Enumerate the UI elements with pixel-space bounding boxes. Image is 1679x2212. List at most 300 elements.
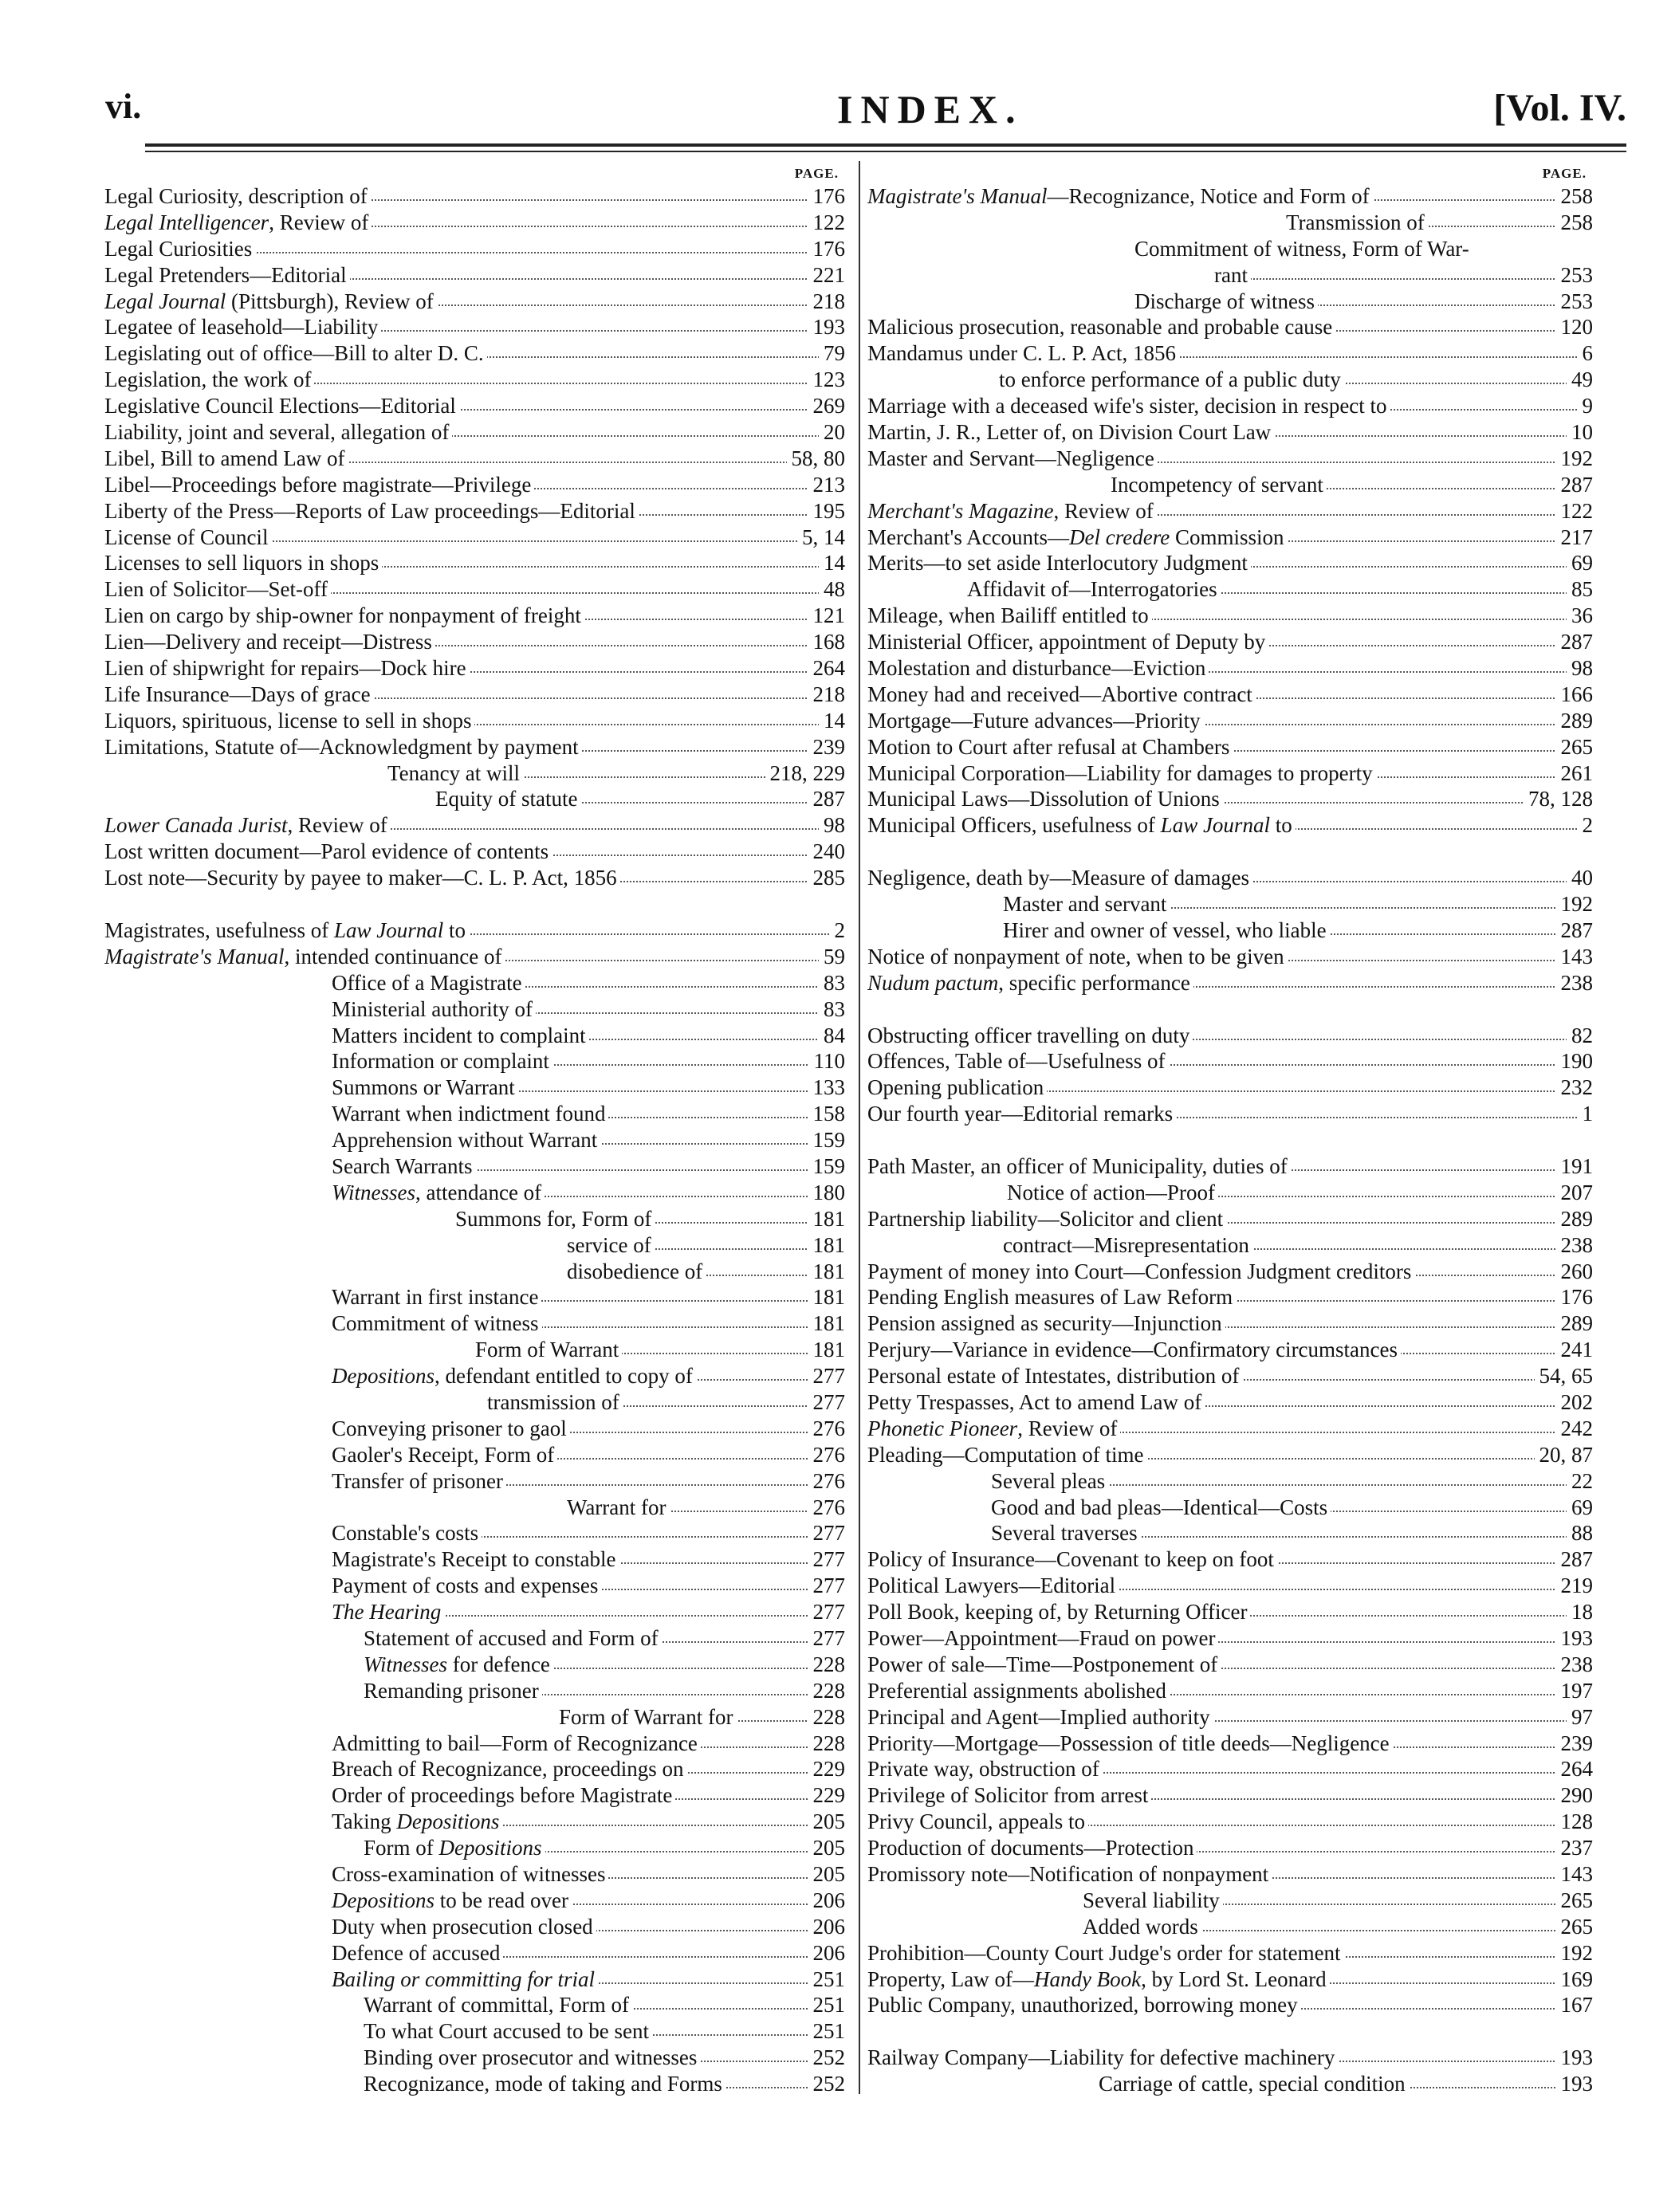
entry-text: Magistrate's Manual, intended continuance of bbox=[104, 945, 505, 968]
index-entry bbox=[867, 1337, 1593, 1363]
entry-text: Power—Appointment—Fraud on power bbox=[867, 1626, 1218, 1650]
entry-text bbox=[867, 839, 871, 863]
entry-text: Matters incident to complaint bbox=[332, 1023, 589, 1047]
index-entry bbox=[104, 865, 845, 891]
page-number: 20, 87 bbox=[1535, 1442, 1594, 1468]
entry-text: Poll Book, keeping of, by Returning Officer bbox=[867, 1600, 1250, 1624]
entry-text: Lien of Solicitor—Set-off bbox=[104, 577, 331, 601]
page-number: 276 bbox=[808, 1442, 846, 1468]
page-number: 122 bbox=[808, 210, 846, 236]
page-number: 290 bbox=[1556, 1782, 1594, 1809]
index-entry bbox=[867, 970, 1593, 996]
entry-text: Binding over prosecutor and witnesses bbox=[364, 2045, 700, 2069]
index-entry bbox=[867, 1756, 1593, 1782]
index-entry bbox=[867, 1652, 1593, 1678]
entry-text: Motion to Court after refusal at Chambers bbox=[867, 735, 1233, 759]
index-entry bbox=[867, 1048, 1593, 1075]
entry-text: Lien on cargo by ship-owner for nonpayment of freight bbox=[104, 603, 584, 627]
page-number: 277 bbox=[808, 1573, 846, 1599]
index-entry bbox=[104, 1966, 845, 1993]
index-entry bbox=[867, 1625, 1593, 1652]
page-number: 202 bbox=[1556, 1389, 1594, 1416]
index-entry bbox=[104, 1048, 845, 1075]
entry-text: Martin, J. R., Letter of, on Division Court Law bbox=[867, 420, 1274, 444]
page-number: 242 bbox=[1556, 1416, 1594, 1442]
page-number: 265 bbox=[1556, 1888, 1594, 1914]
entry-text: Merits—to set aside Interlocutory Judgment bbox=[867, 551, 1251, 575]
entry-text bbox=[867, 997, 871, 1021]
page-number: 193 bbox=[1556, 2045, 1594, 2071]
page-number: 193 bbox=[1556, 1625, 1594, 1652]
index-entry bbox=[867, 1389, 1593, 1416]
page-number: 78, 128 bbox=[1524, 786, 1593, 812]
index-entry bbox=[867, 2071, 1593, 2097]
entry-text: Municipal Officers, usefulness of Law Journal to bbox=[867, 813, 1296, 837]
index-entry bbox=[104, 996, 845, 1023]
entry-text: Warrant in first instance bbox=[332, 1285, 541, 1309]
index-entry bbox=[104, 1756, 845, 1782]
entry-text: Production of documents—Protection bbox=[867, 1836, 1197, 1860]
page-number: 6 bbox=[1578, 340, 1594, 367]
page-number: 219 bbox=[1556, 1573, 1594, 1599]
entry-text: Legatee of leasehold—Liability bbox=[104, 315, 381, 339]
index-entry bbox=[104, 393, 845, 419]
entry-text: Master and servant bbox=[1003, 892, 1170, 916]
index-entry bbox=[104, 1652, 845, 1678]
page-number: 181 bbox=[808, 1232, 846, 1259]
page-number: 277 bbox=[808, 1625, 846, 1652]
index-entry bbox=[104, 498, 845, 525]
entry-text: Offences, Table of—Usefulness of bbox=[867, 1049, 1169, 1073]
page-column-label: PAGE. bbox=[1542, 166, 1587, 181]
index-entry bbox=[104, 1310, 845, 1337]
index-entry bbox=[104, 262, 845, 289]
entry-text: Form of Warrant for bbox=[559, 1705, 737, 1729]
page-number: 88 bbox=[1567, 1520, 1593, 1546]
page-number: 264 bbox=[1556, 1756, 1594, 1782]
page-number: 277 bbox=[808, 1363, 846, 1389]
page-title: INDEX. bbox=[837, 87, 1024, 132]
entry-text: Ministerial Officer, appointment of Deputy by bbox=[867, 630, 1268, 654]
entry-text: Warrant for bbox=[567, 1495, 670, 1519]
index-entry bbox=[867, 210, 1593, 236]
index-entry bbox=[104, 682, 845, 708]
entry-text: Lower Canada Jurist, Review of bbox=[104, 813, 391, 837]
index-entry bbox=[104, 629, 845, 655]
index-entry bbox=[104, 1127, 845, 1153]
entry-text: Private way, obstruction of bbox=[867, 1757, 1103, 1781]
page-number: 251 bbox=[808, 1992, 846, 2018]
index-entry bbox=[104, 1495, 845, 1521]
page-number: 205 bbox=[808, 1835, 846, 1861]
entry-text: to enforce performance of a public duty bbox=[999, 367, 1344, 391]
page-number: 14 bbox=[819, 550, 845, 576]
page-folio: vi. bbox=[105, 87, 142, 126]
page-number: 206 bbox=[808, 1940, 846, 1966]
index-entry bbox=[867, 1599, 1593, 1625]
index-entry bbox=[104, 734, 845, 760]
entry-text bbox=[104, 892, 108, 916]
page-number: 36 bbox=[1567, 603, 1593, 629]
entry-text: Form of Warrant bbox=[475, 1338, 622, 1361]
index-entry bbox=[867, 1442, 1593, 1468]
page-number: 277 bbox=[808, 1389, 846, 1416]
page-number: 264 bbox=[808, 655, 846, 682]
entry-text: Legal Curiosities bbox=[104, 237, 255, 261]
index-entry bbox=[867, 865, 1593, 891]
page-number: 289 bbox=[1556, 1310, 1594, 1337]
index-entry bbox=[104, 1101, 845, 1127]
entry-text: Search Warrants bbox=[332, 1154, 476, 1178]
page-number: 285 bbox=[808, 865, 846, 891]
entry-text: Path Master, an officer of Municipality, duties of bbox=[867, 1154, 1291, 1178]
page-number: 167 bbox=[1556, 1992, 1594, 2018]
entry-text: Promissory note—Notification of nonpayment bbox=[867, 1862, 1272, 1886]
page-number: 287 bbox=[808, 786, 846, 812]
entry-text: Affidavit of—Interrogatories bbox=[967, 577, 1221, 601]
entry-text: Duty when prosecution closed bbox=[332, 1915, 596, 1939]
page-number: 181 bbox=[808, 1206, 846, 1232]
entry-text: Public Company, unauthorized, borrowing money bbox=[867, 1993, 1301, 2017]
page-number: 22 bbox=[1567, 1468, 1593, 1495]
page-number: 84 bbox=[819, 1023, 845, 1049]
page-number: 190 bbox=[1556, 1048, 1594, 1075]
page-number: 122 bbox=[1556, 498, 1594, 525]
page-number: 287 bbox=[1556, 472, 1594, 498]
entry-text: Life Insurance—Days of grace bbox=[104, 682, 374, 706]
index-entry bbox=[867, 786, 1593, 812]
index-entry bbox=[104, 210, 845, 236]
entry-text: Magistrates, usefulness of Law Journal to bbox=[104, 918, 469, 942]
entry-text: Legislative Council Elections—Editorial bbox=[104, 394, 459, 418]
running-header bbox=[96, 78, 1626, 142]
entry-text: Payment of money into Court—Confession Judgment creditors bbox=[867, 1259, 1414, 1283]
index-entry bbox=[104, 1782, 845, 1809]
entry-text: Added words bbox=[1083, 1915, 1201, 1939]
index-entry bbox=[867, 576, 1593, 603]
entry-text: Opening publication bbox=[867, 1075, 1047, 1099]
page-number: 238 bbox=[1556, 1232, 1594, 1259]
index-entry bbox=[867, 525, 1593, 551]
page-number: 97 bbox=[1567, 1704, 1593, 1731]
entry-text: Privilege of Solicitor from arrest bbox=[867, 1783, 1151, 1807]
index-entry bbox=[104, 970, 845, 996]
page-number: 98 bbox=[1567, 655, 1593, 682]
entry-text: Legislation, the work of bbox=[104, 367, 314, 391]
index-entry bbox=[104, 1259, 845, 1285]
index-entry bbox=[104, 289, 845, 315]
entry-text: Summons for, Form of bbox=[455, 1207, 655, 1231]
page-number: 253 bbox=[1556, 262, 1594, 289]
entry-text: Witnesses for defence bbox=[364, 1652, 553, 1676]
index-entry bbox=[867, 734, 1593, 760]
page-number: 54, 65 bbox=[1535, 1363, 1594, 1389]
page-number: 206 bbox=[808, 1914, 846, 1940]
page-number: 85 bbox=[1567, 576, 1593, 603]
index-entry bbox=[867, 1075, 1593, 1101]
index-entry bbox=[867, 367, 1593, 393]
index-entry bbox=[104, 760, 845, 787]
page-column-label: PAGE. bbox=[794, 166, 839, 181]
entry-text: Pleading—Computation of time bbox=[867, 1443, 1146, 1467]
page-number: 228 bbox=[808, 1731, 846, 1757]
page-number: 193 bbox=[808, 314, 846, 340]
entry-text bbox=[867, 2019, 871, 2043]
entry-text: Conveying prisoner to gaol bbox=[332, 1416, 570, 1440]
index-entry bbox=[104, 655, 845, 682]
entry-text: Privy Council, appeals to bbox=[867, 1809, 1088, 1833]
page-number: 176 bbox=[1556, 1284, 1594, 1310]
page-number: 181 bbox=[808, 1337, 846, 1363]
page-number: 287 bbox=[1556, 917, 1594, 944]
page-number: 192 bbox=[1556, 446, 1594, 472]
entry-text: Petty Trespasses, Act to amend Law of bbox=[867, 1390, 1205, 1414]
page-number: 229 bbox=[808, 1782, 846, 1809]
entry-text: To what Court accused to be sent bbox=[364, 2019, 652, 2043]
entry-text: Defence of accused bbox=[332, 1941, 503, 1965]
index-entry bbox=[104, 550, 845, 576]
entry-text: transmission of bbox=[487, 1390, 623, 1414]
entry-text: Summons or Warrant bbox=[332, 1075, 518, 1099]
index-entry bbox=[104, 340, 845, 367]
index-entry bbox=[104, 1861, 845, 1888]
page-number: 192 bbox=[1556, 891, 1594, 917]
page-number: 83 bbox=[819, 970, 845, 996]
index-entry bbox=[867, 314, 1593, 340]
page-number: 159 bbox=[808, 1127, 846, 1153]
page-number: 166 bbox=[1556, 682, 1594, 708]
page-number: 228 bbox=[808, 1652, 846, 1678]
page-number: 205 bbox=[808, 1809, 846, 1835]
page-number: 169 bbox=[1556, 1966, 1594, 1993]
index-entry bbox=[104, 603, 845, 629]
entry-text: Carriage of cattle, special condition bbox=[1099, 2072, 1409, 2096]
page-number: 207 bbox=[1556, 1180, 1594, 1206]
page-number: 10 bbox=[1567, 419, 1593, 446]
dot-leader bbox=[1214, 278, 1593, 280]
page-number: 79 bbox=[819, 340, 845, 367]
page-number: 251 bbox=[808, 2018, 846, 2045]
entry-text: Legal Curiosity, description of bbox=[104, 184, 371, 208]
page-number: 82 bbox=[1567, 1023, 1593, 1049]
entry-text: Mileage, when Bailiff entitled to bbox=[867, 603, 1152, 627]
index-spacer bbox=[104, 891, 845, 917]
page-number: 195 bbox=[808, 498, 846, 525]
page-number: 181 bbox=[808, 1259, 846, 1285]
index-entry bbox=[867, 1573, 1593, 1599]
entry-text: Liberty of the Press—Reports of Law proceedings—Editorial bbox=[104, 499, 639, 523]
index-entry bbox=[867, 760, 1593, 787]
entry-text: Legal Intelligencer, Review of bbox=[104, 210, 372, 234]
entry-text: Commitment of witness bbox=[332, 1311, 542, 1335]
entry-text: Depositions to be read over bbox=[332, 1888, 572, 1912]
page-number: 176 bbox=[808, 183, 846, 210]
index-entry bbox=[867, 1495, 1593, 1521]
entry-text: Ministerial authority of bbox=[332, 997, 536, 1021]
page-number: 128 bbox=[1556, 1809, 1594, 1835]
page-number: 229 bbox=[808, 1756, 846, 1782]
page-number: 289 bbox=[1556, 708, 1594, 734]
page-number: 2 bbox=[830, 917, 846, 944]
index-entry bbox=[867, 262, 1593, 289]
index-entry bbox=[104, 1914, 845, 1940]
index-entry bbox=[867, 1914, 1593, 1940]
index-entry bbox=[104, 1625, 845, 1652]
page-number: 265 bbox=[1556, 1914, 1594, 1940]
entry-text: Form of Depositions bbox=[364, 1836, 545, 1860]
page-number: 276 bbox=[808, 1416, 846, 1442]
entry-text: Policy of Insurance—Covenant to keep on foot bbox=[867, 1547, 1277, 1571]
page-number: 239 bbox=[808, 734, 846, 760]
entry-text: Power of sale—Time—Postponement of bbox=[867, 1652, 1221, 1676]
entry-text: Good and bad pleas—Identical—Costs bbox=[991, 1495, 1331, 1519]
page-number: 240 bbox=[808, 839, 846, 865]
entry-text: Constable's costs bbox=[332, 1521, 482, 1545]
entry-text: Payment of costs and expenses bbox=[332, 1574, 601, 1597]
page-number: 218 bbox=[808, 289, 846, 315]
page-number: 168 bbox=[808, 629, 846, 655]
entry-text: Gaoler's Receipt, Form of bbox=[332, 1443, 557, 1467]
entry-text: Lost note—Security by payee to maker—C. L. P. Act, 1856 bbox=[104, 866, 620, 890]
page-number: 277 bbox=[808, 1520, 846, 1546]
entry-text: Political Lawyers—Editorial bbox=[867, 1574, 1119, 1597]
entry-text: Cross-examination of witnesses bbox=[332, 1862, 608, 1886]
index-entry bbox=[104, 1468, 845, 1495]
index-entry bbox=[104, 367, 845, 393]
page-number: 69 bbox=[1567, 550, 1593, 576]
left-column bbox=[104, 164, 845, 2097]
page-number: 218, 229 bbox=[765, 760, 846, 787]
page-number: 98 bbox=[819, 812, 845, 839]
page-number: 18 bbox=[1567, 1599, 1593, 1625]
entry-text: The Hearing bbox=[332, 1600, 444, 1624]
entry-text: Merchant's Magazine, Review of bbox=[867, 499, 1157, 523]
page-number: 176 bbox=[808, 236, 846, 262]
page-number: 20 bbox=[819, 419, 845, 446]
index-entry bbox=[867, 1206, 1593, 1232]
entry-text: Legal Journal (Pittsburgh), Review of bbox=[104, 289, 437, 313]
index-entry bbox=[104, 812, 845, 839]
entry-text: Hirer and owner of vessel, who liable bbox=[1003, 918, 1330, 942]
page-number: 218 bbox=[808, 682, 846, 708]
page-number: 221 bbox=[808, 262, 846, 289]
page-number: 133 bbox=[808, 1075, 846, 1101]
index-entry bbox=[867, 1966, 1593, 1993]
page-number: 260 bbox=[1556, 1259, 1594, 1285]
index-entry bbox=[104, 1232, 845, 1259]
entry-text: Libel, Bill to amend Law of bbox=[104, 446, 348, 470]
entry-text: Commitment of witness, Form of War- bbox=[1134, 237, 1473, 261]
page-number: 217 bbox=[1556, 525, 1594, 551]
entry-text: Witnesses, attendance of bbox=[332, 1181, 545, 1204]
page-number: 228 bbox=[808, 1678, 846, 1704]
page-number: 241 bbox=[1556, 1337, 1594, 1363]
index-entry bbox=[104, 525, 845, 551]
entry-text: Incompetency of servant bbox=[1111, 473, 1327, 497]
index-entry bbox=[867, 1782, 1593, 1809]
entry-text: Master and Servant—Negligence bbox=[867, 446, 1158, 470]
index-entry bbox=[104, 1284, 845, 1310]
entry-text: Perjury—Variance in evidence—Confirmatory circumstances bbox=[867, 1338, 1401, 1361]
index-entry bbox=[104, 1337, 845, 1363]
page-number: 121 bbox=[808, 603, 846, 629]
entry-text: Several pleas bbox=[991, 1469, 1108, 1493]
index-entry bbox=[867, 550, 1593, 576]
entry-text: Admitting to bail—Form of Recognizance bbox=[332, 1731, 701, 1755]
page-number: 83 bbox=[819, 996, 845, 1023]
index-entry bbox=[867, 1888, 1593, 1914]
index-entry bbox=[104, 786, 845, 812]
index-entry bbox=[104, 1153, 845, 1180]
page-number: 232 bbox=[1556, 1075, 1594, 1101]
entry-text: Lost written document—Parol evidence of contents bbox=[104, 839, 552, 863]
index-entry bbox=[104, 472, 845, 498]
entry-text: Licenses to sell liquors in shops bbox=[104, 551, 382, 575]
entry-text: disobedience of bbox=[567, 1259, 706, 1283]
entry-text: Warrant when indictment found bbox=[332, 1102, 608, 1126]
page-number: 289 bbox=[1556, 1206, 1594, 1232]
page-number: 197 bbox=[1556, 1678, 1594, 1704]
volume-label: [Vol. IV. bbox=[1493, 87, 1626, 129]
entry-text: Prohibition—County Court Judge's order for statement bbox=[867, 1941, 1344, 1965]
index-entry bbox=[104, 446, 845, 472]
page-number: 58, 80 bbox=[787, 446, 846, 472]
entry-text: Negligence, death by—Measure of damages bbox=[867, 866, 1252, 890]
page-number: 277 bbox=[808, 1546, 846, 1573]
index-entry bbox=[104, 1835, 845, 1861]
page-number: 14 bbox=[819, 708, 845, 734]
index-entry bbox=[867, 1468, 1593, 1495]
page-number: 251 bbox=[808, 1966, 846, 1993]
entry-text: Legislating out of office—Bill to alter D. C. bbox=[104, 341, 487, 365]
page-number: 269 bbox=[808, 393, 846, 419]
entry-text: Our fourth year—Editorial remarks bbox=[867, 1102, 1176, 1126]
index-entry bbox=[104, 419, 845, 446]
page-number: 181 bbox=[808, 1284, 846, 1310]
index-entry bbox=[867, 1363, 1593, 1389]
entry-text: Breach of Recognizance, proceedings on bbox=[332, 1757, 687, 1781]
index-entry bbox=[104, 1546, 845, 1573]
index-entry bbox=[867, 472, 1593, 498]
index-entry bbox=[867, 1284, 1593, 1310]
index-entry bbox=[104, 1940, 845, 1966]
page-number: 258 bbox=[1556, 183, 1594, 210]
index-entry bbox=[867, 1704, 1593, 1731]
entry-text: Mortgage—Future advances—Priority bbox=[867, 709, 1204, 733]
entry-text: Liability, joint and several, allegation of bbox=[104, 420, 452, 444]
entry-text bbox=[867, 1128, 871, 1152]
index-entry bbox=[867, 682, 1593, 708]
index-entry bbox=[104, 1599, 845, 1625]
entry-text: Bailing or committing for trial bbox=[332, 1967, 598, 1991]
entry-text: Order of proceedings before Magistrate bbox=[332, 1783, 675, 1807]
page-number: 9 bbox=[1578, 393, 1594, 419]
page-number: 110 bbox=[809, 1048, 846, 1075]
page-number: 213 bbox=[808, 472, 846, 498]
page-number: 276 bbox=[808, 1495, 846, 1521]
index-entry bbox=[104, 1809, 845, 1835]
page-number: 123 bbox=[808, 367, 846, 393]
page-number: 158 bbox=[808, 1101, 846, 1127]
index-entry bbox=[104, 1363, 845, 1389]
entry-text: Nudum pactum, specific performance bbox=[867, 971, 1193, 995]
entry-text: Statement of accused and Form of bbox=[364, 1626, 662, 1650]
index-entry bbox=[867, 1259, 1593, 1285]
entry-text: service of bbox=[567, 1233, 655, 1257]
page-number: 228 bbox=[808, 1704, 846, 1731]
entry-text: Notice of nonpayment of note, when to be given bbox=[867, 945, 1288, 968]
left-entries bbox=[104, 183, 845, 2097]
